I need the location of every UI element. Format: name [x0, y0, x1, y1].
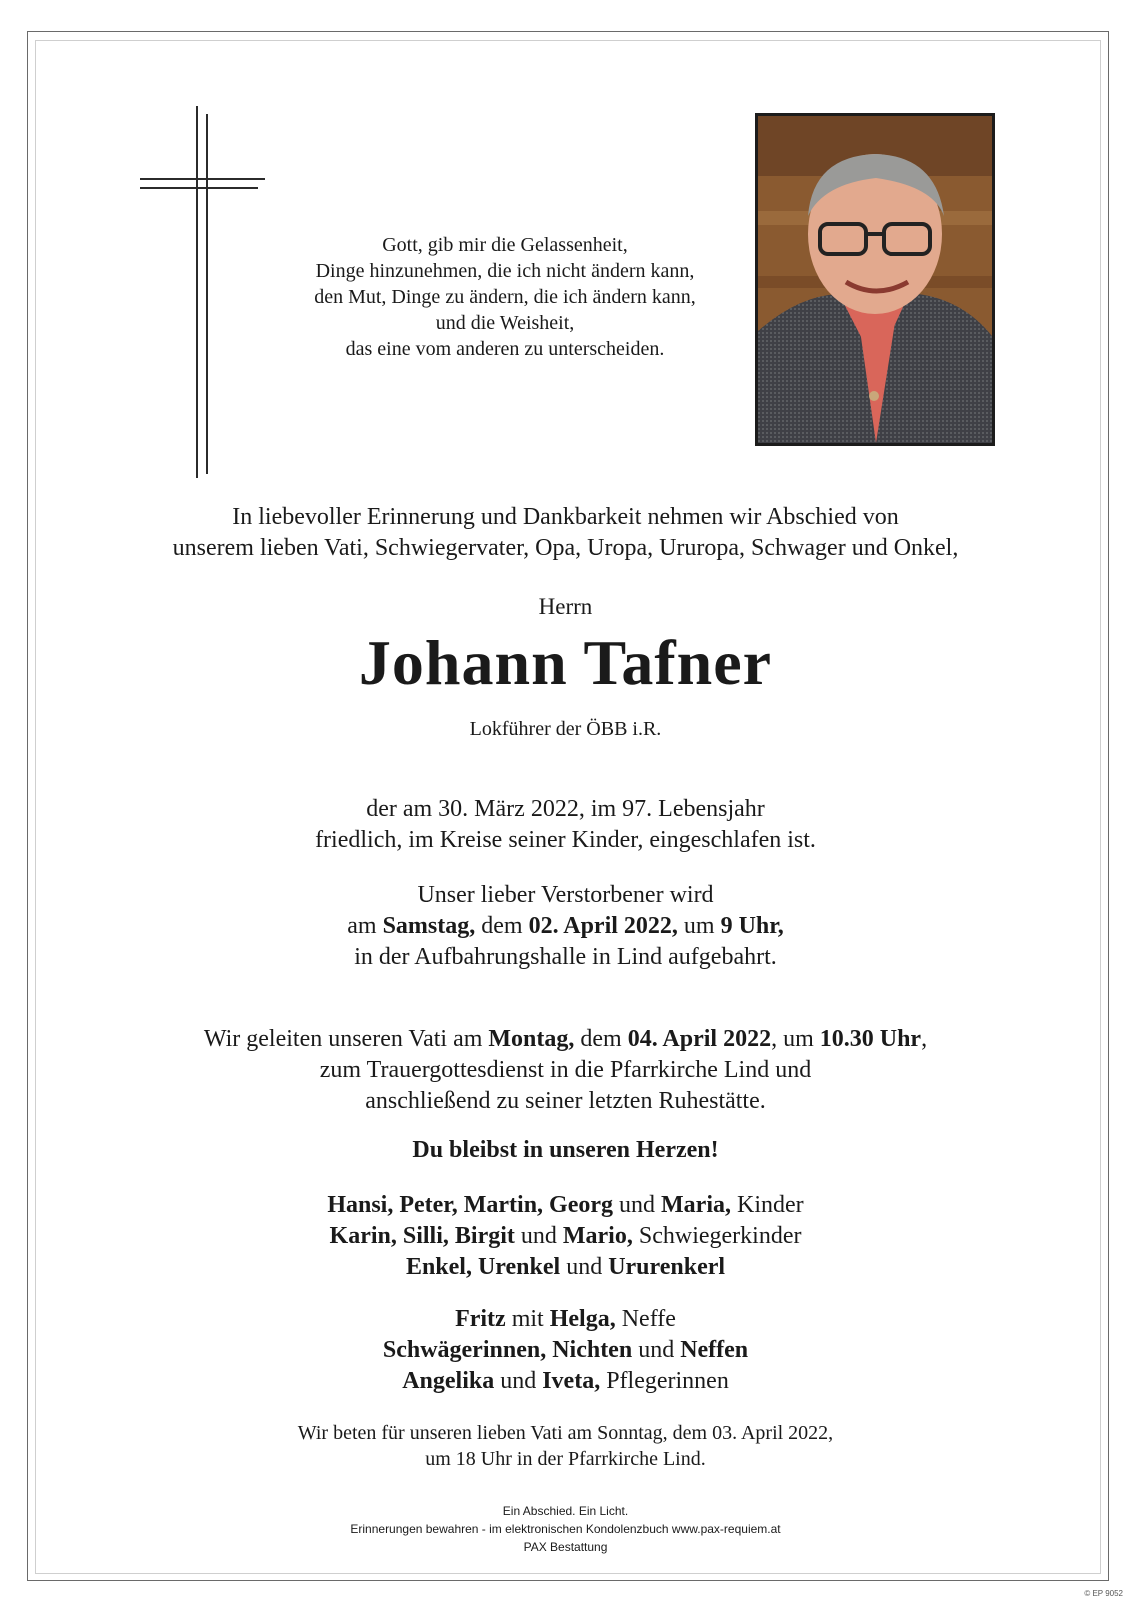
- footer-line: PAX Bestattung: [523, 1540, 608, 1554]
- prayer-service-line: Wir beten für unseren lieben Vati am Sonntag, dem 03. April 2022,: [297, 1422, 834, 1444]
- viewing-line: Unser lieber Verstorbener wird: [417, 882, 714, 908]
- salutation: Herrn: [538, 594, 593, 619]
- intro-text: [60, 502, 1071, 564]
- portrait-photo: [755, 113, 995, 446]
- occupation: Lokführer der ÖBB i.R.: [469, 718, 662, 740]
- viewing-notice: [60, 880, 1071, 973]
- footer-line: Ein Abschied. Ein Licht.: [502, 1504, 629, 1518]
- intro-line: unserem lieben Vati, Schwiegervater, Opa, Uropa, Ururopa, Schwager und Onkel,: [172, 535, 959, 561]
- document-code: © EP 9052: [1084, 1589, 1123, 1598]
- closing-line: Du bleibst in unseren Herzen!: [412, 1137, 719, 1163]
- footer: [60, 1502, 1071, 1556]
- death-line: friedlich, im Kreise seiner Kinder, eingeschlafen ist.: [315, 827, 816, 853]
- family-row: Angelika und Iveta, Pflegerinnen: [402, 1368, 729, 1394]
- family-row: Hansi, Peter, Martin, Georg und Maria, Kinder: [327, 1192, 804, 1218]
- prayer-line: und die Weisheit,: [435, 312, 575, 334]
- funeral-line: Wir geleiten unseren Vati am Montag, dem 04. April 2022, um 10.30 Uhr,: [203, 1026, 928, 1052]
- prayer-line: den Mut, Dinge zu ändern, die ich ändern kann,: [314, 286, 696, 308]
- cross-icon: [140, 106, 265, 478]
- prayer-service-line: um 18 Uhr in der Pfarrkirche Lind.: [425, 1448, 706, 1470]
- relatives-list: [60, 1304, 1071, 1397]
- family-row: Enkel, Urenkel und Ururenkerl: [405, 1254, 726, 1280]
- viewing-line: in der Aufbahrungshalle in Lind aufgebahrt.: [354, 944, 777, 970]
- funeral-notice: [60, 1024, 1071, 1117]
- death-notice: [60, 794, 1071, 856]
- viewing-line: am Samstag, dem 02. April 2022, um 9 Uhr,: [347, 913, 784, 939]
- funeral-line: anschließend zu seiner letzten Ruhestätte.: [365, 1088, 766, 1114]
- prayer-line: Gott, gib mir die Gelassenheit,: [382, 234, 628, 256]
- funeral-line: zum Trauergottesdienst in die Pfarrkirche Lind und: [319, 1057, 812, 1083]
- prayer-line: Dinge hinzunehmen, die ich nicht ändern kann,: [315, 260, 695, 282]
- intro-line: In liebevoller Erinnerung und Dankbarkeit nehmen wir Abschied von: [232, 504, 899, 530]
- serenity-prayer: [270, 232, 740, 362]
- family-list: [60, 1190, 1071, 1283]
- family-row: Schwägerinnen, Nichten und Neffen: [382, 1337, 749, 1363]
- prayer-service-notice: [60, 1420, 1071, 1472]
- family-row: Karin, Silli, Birgit und Mario, Schwiegerkinder: [329, 1223, 802, 1249]
- prayer-line: das eine vom anderen zu unterscheiden.: [345, 338, 665, 360]
- death-line: der am 30. März 2022, im 97. Lebensjahr: [366, 796, 765, 822]
- family-row: Fritz mit Helga, Neffe: [455, 1306, 676, 1332]
- deceased-name: Johann Tafner: [358, 627, 773, 698]
- footer-line: Erinnerungen bewahren - im elektronischen Kondolenzbuch www.pax-requiem.at: [350, 1522, 781, 1536]
